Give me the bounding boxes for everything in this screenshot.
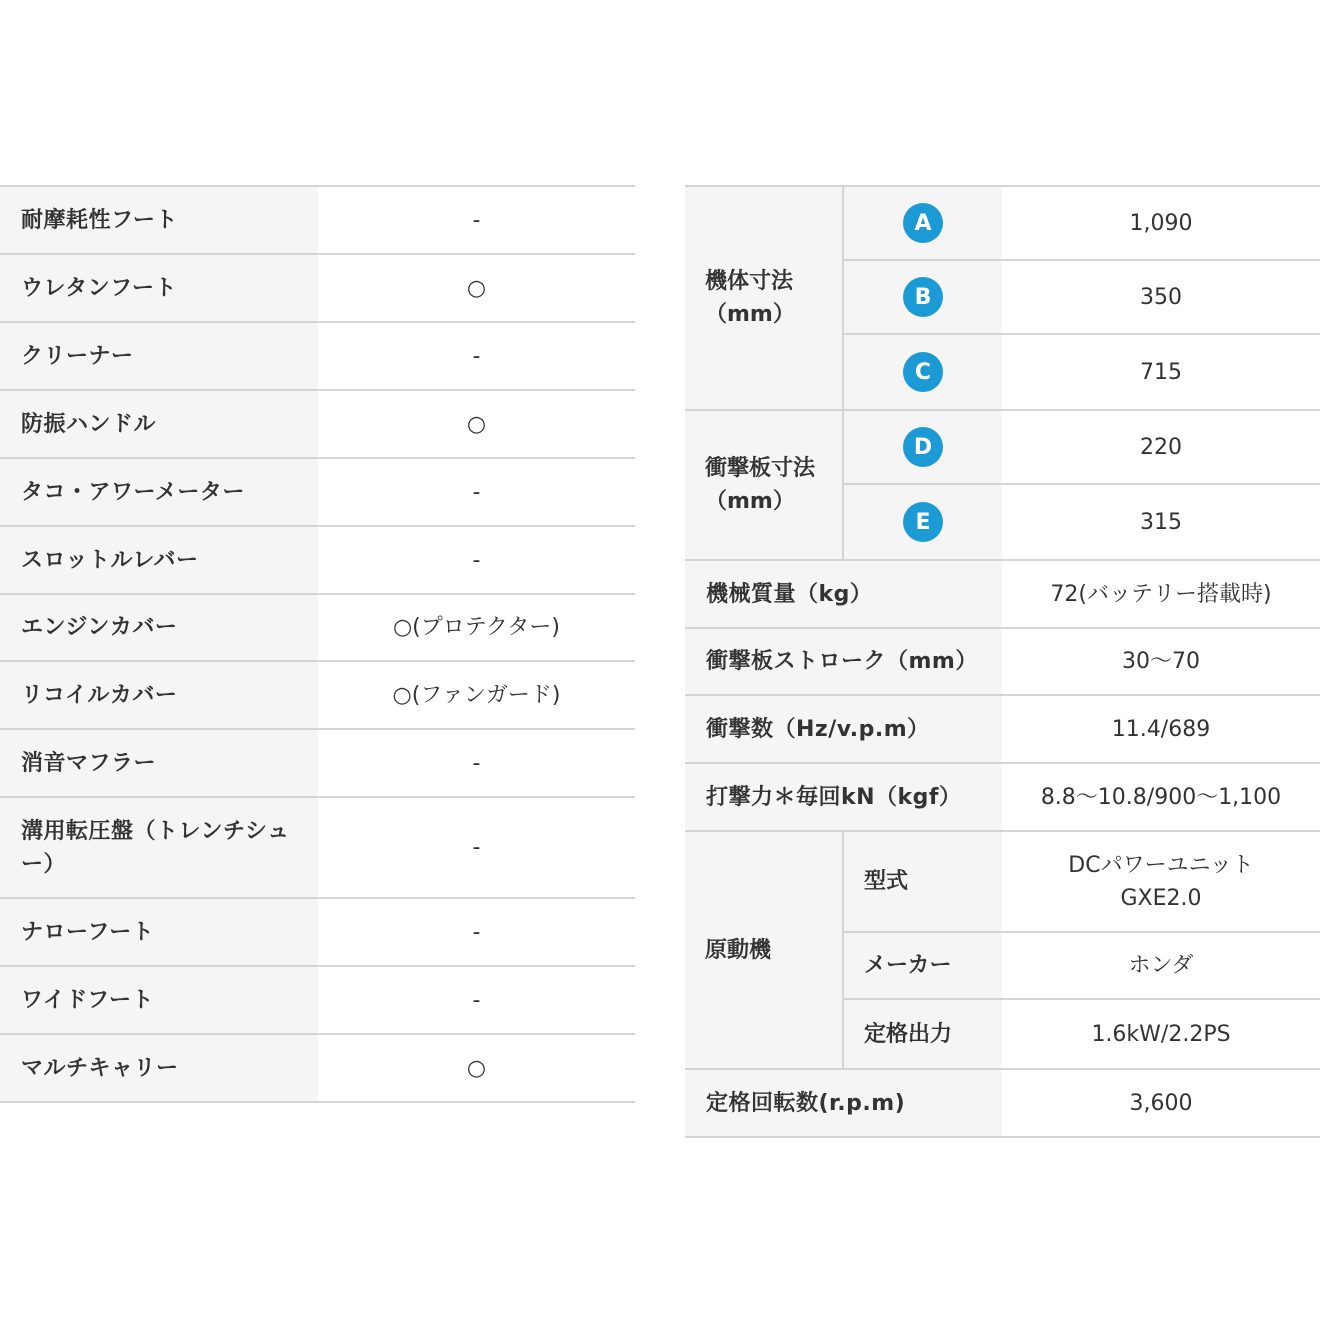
row-value: 350 (1140, 284, 1182, 310)
table-row (844, 411, 1320, 485)
mass-label: 機械質量（kg） (685, 561, 1002, 627)
table-row (0, 527, 635, 595)
plate-dimensions-label: 衝撃板寸法（mm） (685, 411, 844, 559)
impact-count-label: 衝撃数（Hz/v.p.m） (685, 696, 1002, 762)
table-row (0, 899, 635, 967)
table-row (844, 933, 1320, 1000)
table-row (844, 261, 1320, 335)
table-row (685, 764, 1320, 832)
row-value: 715 (1140, 359, 1182, 385)
impact-force-label: 打撃力＊毎回kN（kgf） (685, 764, 1002, 830)
plate-dimensions-group (685, 411, 1320, 561)
row-value: ○(ファンガード) (318, 662, 635, 728)
row-value: ○(プロテクター) (318, 595, 635, 660)
row-label: スロットルレバー (0, 527, 318, 593)
output-value: 1.6kW/2.2PS (1091, 1021, 1231, 1047)
stroke-value: 30〜70 (1002, 629, 1320, 694)
row-label: ワイドフート (0, 967, 318, 1033)
table-row (844, 485, 1320, 559)
table-row (685, 1070, 1320, 1138)
row-value: - (318, 798, 635, 897)
table-row (0, 662, 635, 730)
impact-force-value: 8.8〜10.8/900〜1,100 (1002, 764, 1320, 830)
row-label: ウレタンフート (0, 255, 318, 321)
table-row (0, 967, 635, 1035)
stroke-label: 衝撃板ストローク（mm） (685, 629, 1002, 694)
row-label: 消音マフラー (0, 730, 318, 796)
row-label: 防振ハンドル (0, 391, 318, 457)
row-value: 1,090 (1129, 210, 1193, 236)
dimension-badge-b: B (903, 277, 943, 317)
row-label: ナローフート (0, 899, 318, 965)
table-row (685, 696, 1320, 764)
row-value: - (318, 730, 635, 796)
row-label: リコイルカバー (0, 662, 318, 728)
table-row (685, 561, 1320, 629)
table-row (0, 1035, 635, 1103)
body-dimensions-group (685, 187, 1320, 411)
row-value: - (318, 967, 635, 1033)
table-row (0, 391, 635, 459)
output-label: 定格出力 (844, 1000, 1002, 1068)
maker-label: メーカー (844, 933, 1002, 998)
dimension-badge-e: E (903, 502, 943, 542)
dimension-badge-d: D (903, 427, 943, 467)
equipment-options-table (0, 185, 635, 1103)
rated-rpm-label: 定格回転数(r.p.m) (685, 1070, 1002, 1136)
mass-value: 72(バッテリー搭載時) (1002, 561, 1320, 627)
row-value: ○ (318, 255, 635, 321)
specifications-table (685, 185, 1320, 1138)
row-label: 耐摩耗性フート (0, 187, 318, 253)
row-label: 溝用転圧盤（トレンチシュー） (0, 798, 318, 897)
table-row (0, 730, 635, 798)
row-label: エンジンカバー (0, 595, 318, 660)
model-value: DCパワーユニットGXE2.0 (1068, 852, 1254, 911)
row-value: - (318, 899, 635, 965)
row-value: - (318, 187, 635, 253)
dimension-badge-c: C (903, 352, 943, 392)
motor-group (685, 832, 1320, 1070)
table-row (844, 832, 1320, 933)
table-row (0, 459, 635, 527)
row-value: ○ (318, 391, 635, 457)
rated-rpm-value: 3,600 (1002, 1070, 1320, 1136)
maker-value: ホンダ (1128, 953, 1194, 978)
row-value: - (318, 527, 635, 593)
row-value: - (318, 459, 635, 525)
table-row (0, 255, 635, 323)
row-value: 220 (1140, 434, 1182, 460)
table-row (844, 335, 1320, 409)
row-value: 315 (1140, 509, 1182, 535)
table-row (0, 187, 635, 255)
row-label: マルチキャリー (0, 1035, 318, 1101)
table-row (0, 323, 635, 391)
body-dimensions-label: 機体寸法（mm） (685, 187, 844, 409)
dimension-badge-a: A (903, 203, 943, 243)
row-value: ○ (318, 1035, 635, 1101)
row-label: クリーナー (0, 323, 318, 389)
table-row (844, 187, 1320, 261)
row-label: タコ・アワーメーター (0, 459, 318, 525)
table-row (0, 595, 635, 662)
table-row (685, 629, 1320, 696)
table-row (844, 1000, 1320, 1068)
motor-label: 原動機 (685, 832, 844, 1068)
model-label: 型式 (844, 832, 1002, 931)
impact-count-value: 11.4/689 (1002, 696, 1320, 762)
table-row (0, 798, 635, 899)
row-value: - (318, 323, 635, 389)
